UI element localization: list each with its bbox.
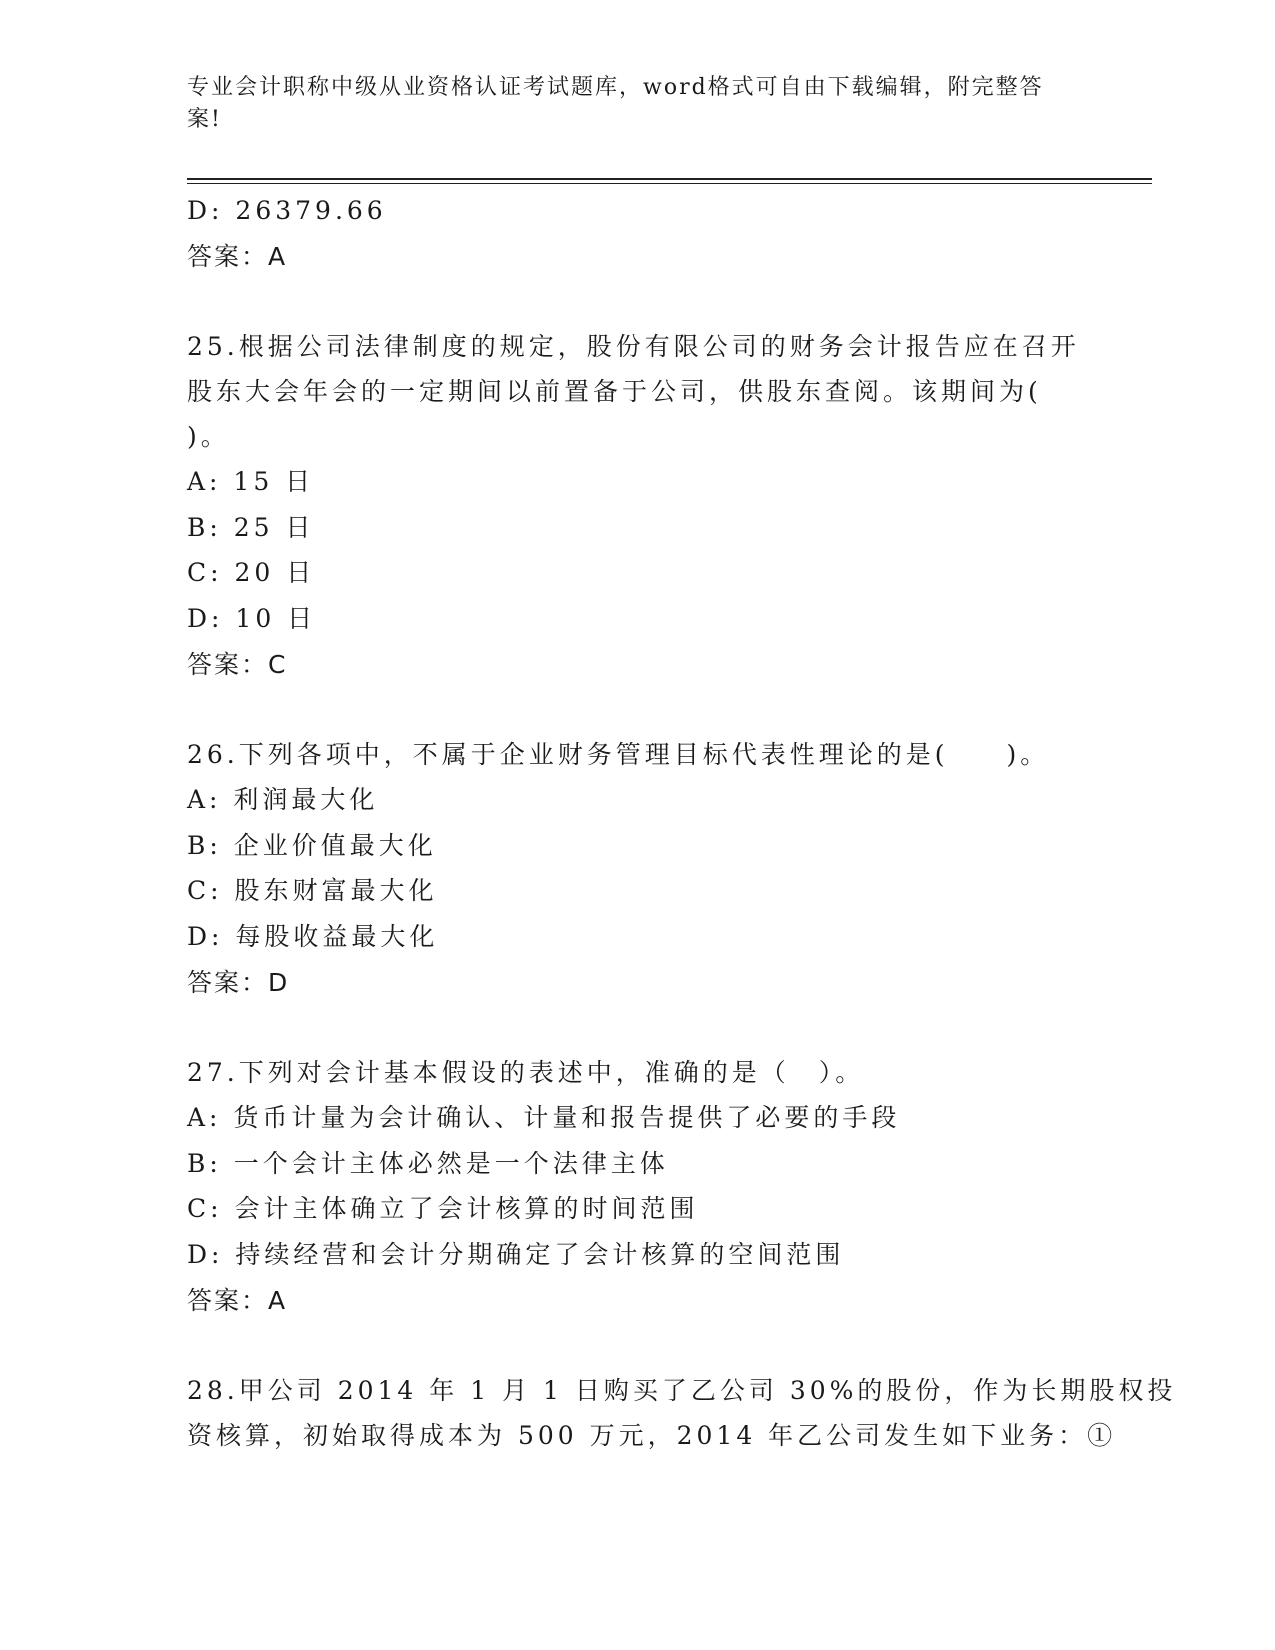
option-line: D: 每股收益最大化 [187, 921, 439, 951]
question-list [187, 188, 1177, 1458]
option-line: A: 货币计量为会计确认、计量和报告提供了必要的手段 [187, 1103, 901, 1133]
question-text: 27.下列对会计基本假设的表述中，准确的是（ ）。 [187, 1058, 865, 1088]
header-line-1: 专业会计职称中级从业资格认证考试题库，word格式可自由下载编辑，附完整答 [187, 75, 1044, 100]
header-line-2: 案! [187, 107, 222, 132]
option-line: D: 10 日 [187, 603, 317, 633]
answer-line: 答案：D [187, 967, 290, 997]
option-line: C: 会计主体确立了会计核算的时间范围 [187, 1194, 699, 1224]
option-line: B: 企业价值最大化 [187, 830, 437, 860]
option-line: A: 利润最大化 [187, 785, 379, 815]
question-text: 28.甲公司 2014 年 1 月 1 日购买了乙公司 30%的股份，作为长期股权投 [187, 1376, 1177, 1406]
question-text: 股东大会年会的一定期间以前置备于公司，供股东查阅。该期间为( [187, 377, 1042, 407]
option-line: A: 15 日 [187, 467, 315, 497]
option-line: B: 25 日 [187, 512, 315, 542]
question-text: 资核算，初始取得成本为 500 万元，2014 年乙公司发生如下业务：① [187, 1421, 1117, 1451]
header-rule-thin [187, 183, 1152, 184]
spacer [187, 1005, 1087, 1050]
question-text: 26.下列各项中，不属于企业财务管理目标代表性理论的是( )。 [187, 740, 1050, 770]
option-line: D: 持续经营和会计分期确定了会计核算的空间范围 [187, 1239, 845, 1269]
answer-line: 答案：C [187, 649, 288, 679]
page-header [187, 72, 1067, 136]
header-rule-thick [187, 178, 1152, 180]
question-text: 25.根据公司法律制度的规定，股份有限公司的财务会计报告应在召开 [187, 332, 1080, 362]
option-line: D: 26379.66 [187, 196, 387, 225]
option-line: B: 一个会计主体必然是一个法律主体 [187, 1148, 669, 1178]
option-line: C: 20 日 [187, 558, 316, 588]
question-text: )。 [187, 422, 230, 452]
answer-line: 答案：A [187, 1285, 288, 1315]
option-line: C: 股东财富最大化 [187, 876, 438, 906]
answer-line: 答案：A [187, 241, 288, 271]
spacer [187, 687, 1087, 732]
spacer [187, 1323, 1087, 1368]
spacer [187, 279, 1087, 324]
